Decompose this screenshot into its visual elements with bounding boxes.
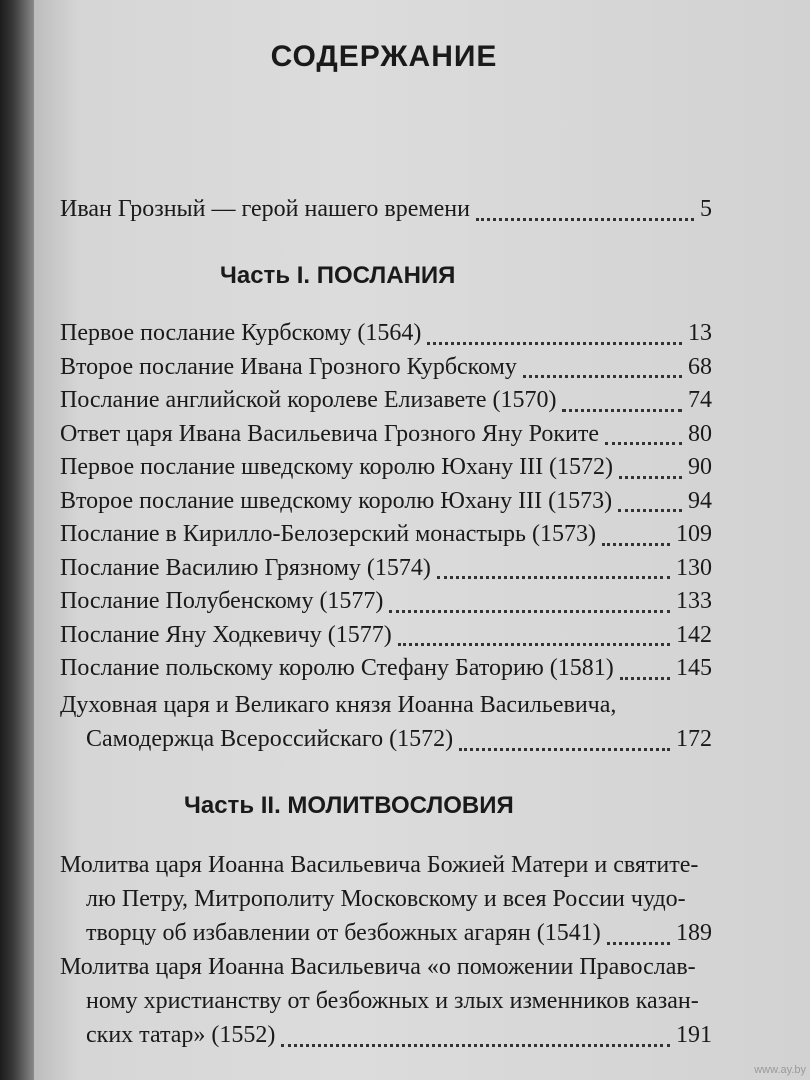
toc-entry-page: 189 [676,920,712,946]
toc-leader-dots [523,375,682,378]
toc-leader-dots [619,476,682,479]
toc-leader-dots [620,677,670,680]
toc-entry-page: 80 [688,420,712,447]
toc-entry [60,320,712,354]
toc-entry-title: Второе послание Ивана Грозного Курбскому [60,353,517,380]
toc-entry-page: 109 [676,521,712,547]
prayer1-line1: Молитва царя Иоанна Васильевича Божией Матери и святите- [60,852,699,878]
part2-heading: Часть II. МОЛИТВОСЛОВИЯ [184,792,514,819]
book-page [34,0,810,1080]
toc-entry-page: 142 [676,621,712,648]
toc-entry [60,354,712,388]
toc-entry-title: Послание Василию Грязному (1574) [60,554,431,581]
toc-entry-title: Послание в Кирилло-Белозерский монастырь (1573) [60,521,596,547]
toc-leader-dots [607,942,670,945]
toc-entry-page: 94 [688,487,712,514]
toc-entry [60,555,712,589]
prayer2-line3: ских татар» (1552) [86,1022,276,1048]
toc-entry-title: Второе послание шведскому королю Юхану III (1573) [60,487,613,514]
toc-entry-title-line2: Самодержца Всероссийскаго (1572) [86,726,454,752]
toc-leader-dots [602,543,670,546]
toc-entry-title: Послание английской королеве Елизавете (1570) [60,387,557,413]
page-title: СОДЕРЖАНИЕ [270,40,498,73]
toc-entry-intro [60,196,712,230]
watermark: www.ay.by [754,1064,806,1076]
toc-entry-page: 172 [676,726,712,752]
toc-entry-page: 90 [688,454,712,480]
toc-entry [60,387,712,421]
toc-entry-prayer2 [86,1022,712,1056]
toc-entry-page: 13 [688,320,712,346]
toc-entry-page: 74 [688,387,712,413]
toc-entry-title: Иван Грозный — герой нашего времени [60,196,470,222]
prayer2-line1: Молитва царя Иоанна Васильевича «о поможении Православ- [60,954,696,980]
toc-entry-page: 133 [676,588,712,614]
toc-entry [60,521,712,555]
prayer1-line2: лю Петру, Митрополиту Московскому и всея России чудо- [86,886,686,912]
toc-entry [60,488,712,522]
toc-entry-page: 145 [676,655,712,681]
toc-leader-dots [562,409,682,412]
part1-heading: Часть I. ПОСЛАНИЯ [220,262,456,289]
toc-leader-dots [427,342,682,345]
toc-leader-dots [281,1044,670,1047]
toc-entry [60,421,712,455]
toc-leader-dots [476,218,694,221]
toc-leader-dots [605,442,682,445]
book-spine-edge [0,0,34,1080]
toc-entry-page: 191 [676,1022,712,1048]
prayer2-line2: ному христианству от безбожных и злых изменников казан- [86,988,699,1014]
toc-entry-title: Послание Полубенскому (1577) [60,588,384,614]
toc-entry [60,454,712,488]
prayer1-line3: творцу об избавлении от безбожных агарян (1541) [86,920,601,946]
toc-entry-last [86,726,712,760]
toc-entry-prayer1 [86,920,712,954]
toc-entry-title-line1: Духовная царя и Великаго князя Иоанна Васильевича, [60,692,617,718]
toc-entry [60,588,712,622]
toc-entry-page: 130 [676,554,712,581]
toc-entry-title: Ответ царя Ивана Васильевича Грозного Яну Роките [60,420,599,447]
toc-entry-title: Послание польскому королю Стефану Баторию (1581) [60,655,614,681]
toc-leader-dots [618,509,682,512]
toc-entry [60,655,712,689]
toc-leader-dots [398,643,670,646]
toc-entry-page: 5 [700,196,712,222]
toc-entry-page: 68 [688,353,712,380]
toc-entry-title: Первое послание Курбскому (1564) [60,320,422,346]
toc-entry [60,622,712,656]
toc-leader-dots [389,610,670,613]
toc-entry-title: Послание Яну Ходкевичу (1577) [60,621,392,648]
toc-leader-dots [459,748,670,751]
toc-leader-dots [437,576,670,579]
toc-entry-title: Первое послание шведскому королю Юхану III (1572) [60,454,614,480]
